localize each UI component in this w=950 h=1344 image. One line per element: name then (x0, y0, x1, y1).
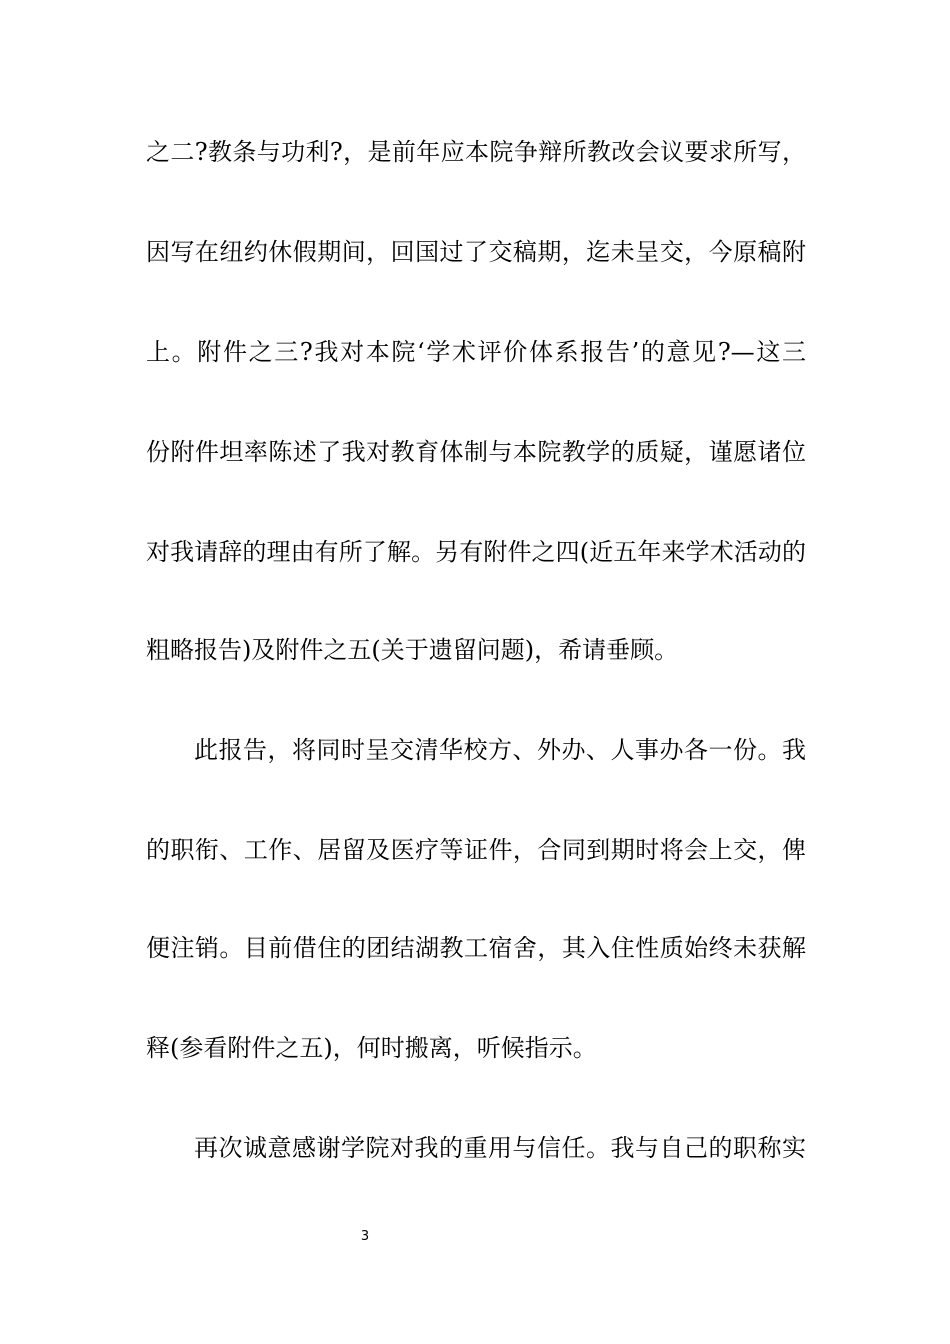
paragraph-line: 此报告，将同时呈交清华校方、外办、人事办各一份。我 (194, 736, 806, 764)
paragraph-line: 上。附件之三?我对本院‘学术评价体系报告’的意见?—这三 (146, 338, 806, 366)
paragraph-line: 对我请辞的理由有所了解。另有附件之四(近五年来学术活动的 (146, 538, 806, 566)
paragraph-line: 释(参看附件之五)，何时搬离，听候指示。 (146, 1034, 597, 1062)
paragraph-line: 因写在纽约休假期间，回国过了交稿期，迄未呈交，今原稿附 (146, 238, 806, 266)
paragraph-line: 之二?教条与功利?，是前年应本院争辩所教改会议要求所写， (146, 138, 806, 166)
paragraph-line: 粗略报告)及附件之五(关于遗留问题)，希请垂顾。 (146, 636, 679, 664)
paragraph-line: 的职衔、工作、居留及医疗等证件，合同到期时将会上交，俾 (146, 836, 806, 864)
paragraph-line: 份附件坦率陈述了我对教育体制与本院教学的质疑，谨愿诸位 (146, 438, 806, 466)
paragraph-line: 再次诚意感谢学院对我的重用与信任。我与自己的职称实 (194, 1134, 806, 1162)
paragraph-line: 便注销。目前借住的团结湖教工宿舍，其入住性质始终未获解 (146, 934, 806, 962)
page-number: 3 (360, 1229, 370, 1244)
